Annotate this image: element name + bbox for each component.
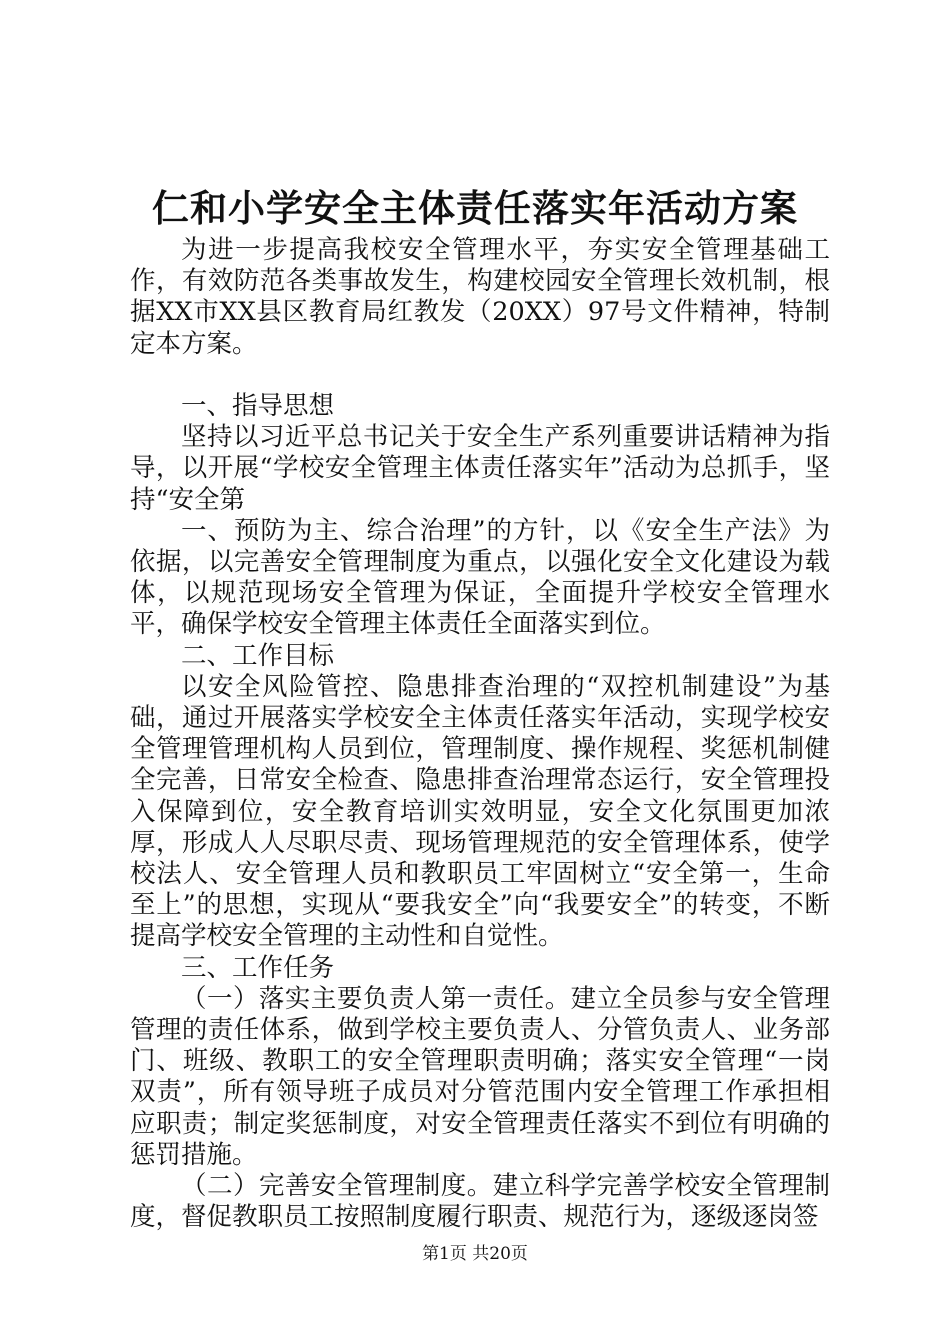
page-number-footer: 第1页 共20页	[422, 1244, 528, 1264]
guiding-ideology-continued-paragraph: 一、预防为主、综合治理”的方针，以《安全生产法》为依据，以完善安全管理制度为重点，以强化安全文化建设为载体，以规范现场安全管理为保证，全面提升学校安全管理水平，确保学校安全管理主体责任全面落实到位。	[130, 515, 830, 640]
task-one-paragraph: （一）落实主要负责人第一责任。建立全员参与安全管理管理的责任体系，做到学校主要负责人、分管负责人、业务部门、班级、教职工的安全管理职责明确；落实安全管理“一岗双责”，所有领导班子成员对分管范围内安全管理工作承担相应职责；制定奖惩制度，对安全管理责任落实不到位有明确的惩罚措施。	[130, 983, 830, 1170]
section-heading-work-goals: 二、工作目标	[181, 640, 335, 671]
paragraph-spacer	[130, 360, 830, 391]
section-heading-guiding-ideology: 一、指导思想	[181, 391, 335, 421]
guiding-ideology-paragraph: 坚持以习近平总书记关于安全生产系列重要讲话精神为指导，以开展“学校安全管理主体责任落实年”活动为总抓手，坚持“安全第	[130, 422, 830, 515]
work-goals-paragraph: 以安全风险管控、隐患排查治理的“双控机制建设”为基础，通过开展落实学校安全主体责任落实年活动，实现学校安全管理管理机构人员到位，管理制度、操作规程、奖惩机制健全完善，日常安全检查、隐患排查治理常态运行，安全管理投入保障到位，安全教育培训实效明显，安全文化氛围更加浓厚，形成人人尽职尽责、现场管理规范的安全管理体系，使学校法人、安全管理人员和教职员工牢固树立“安全第一，生命至上”的思想，实现从“要我安全”向“我要安全”的转变，不断提高学校安全管理的主动性和自觉性。	[130, 671, 830, 952]
document-body	[130, 235, 830, 1233]
intro-paragraph: 为进一步提高我校安全管理水平，夯实安全管理基础工作，有效防范各类事故发生，构建校园安全管理长效机制，根据XX市XX县区教育局红教发（20XX）97号文件精神，特制定本方案。	[130, 235, 830, 359]
document-title: 仁和小学安全主体责任落实年活动方案	[152, 186, 798, 230]
section-heading-work-tasks: 三、工作任务	[181, 952, 335, 983]
task-two-paragraph: （二）完善安全管理制度。建立科学完善学校安全管理制度，督促教职员工按照制度履行职责、规范行为，逐级逐岗签	[130, 1171, 830, 1233]
